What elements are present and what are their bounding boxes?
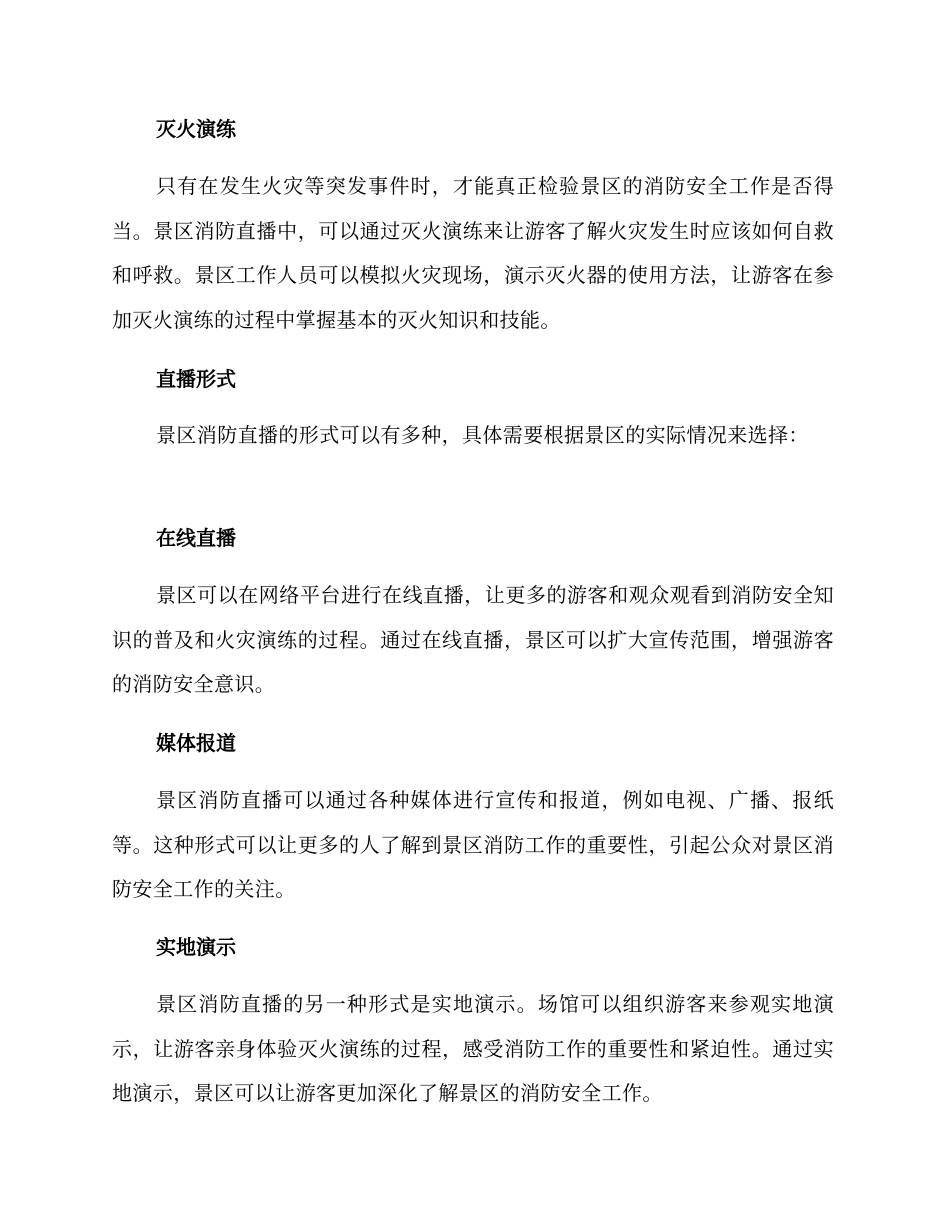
section-paragraph-onsite-demo: 景区消防直播的另一种形式是实地演示。场馆可以组织游客来参观实地演示，让游客亲身体验灭火演练的过程，感受消防工作的重要性和紧迫性。通过实地演示，景区可以让游客更加深化了解景区的消防安全工作。 xyxy=(112,992,834,1106)
section-paragraph-broadcast-format: 景区消防直播的形式可以有多种，具体需要根据景区的实际情况来选择： xyxy=(156,423,809,447)
section-heading-media-coverage: 媒体报道 xyxy=(156,731,236,755)
section-heading-onsite-demo: 实地演示 xyxy=(156,935,236,959)
section-paragraph-media-coverage: 景区消防直播可以通过各种媒体进行宣传和报道，例如电视、广播、报纸等。这种形式可以让更多的人了解到景区消防工作的重要性，引起公众对景区消防安全工作的关注。 xyxy=(112,788,834,902)
section-heading-online-broadcast: 在线直播 xyxy=(156,526,236,550)
section-paragraph-online-broadcast: 景区可以在网络平台进行在线直播，让更多的游客和观众观看到消防安全知识的普及和火灾演练的过程。通过在线直播，景区可以扩大宣传范围，增强游客的消防安全意识。 xyxy=(112,583,834,697)
section-paragraph-fire-drill: 只有在发生火灾等突发事件时，才能真正检验景区的消防安全工作是否得当。景区消防直播中，可以通过灭火演练来让游客了解火灾发生时应该如何自救和呼救。景区工作人员可以模拟火灾现场，演示灭火器的使用方法，让游客在参加灭火演练的过程中掌握基本的灭火知识和技能。 xyxy=(112,174,834,332)
section-heading-fire-drill: 灭火演练 xyxy=(156,117,236,141)
section-heading-broadcast-format: 直播形式 xyxy=(156,367,236,391)
